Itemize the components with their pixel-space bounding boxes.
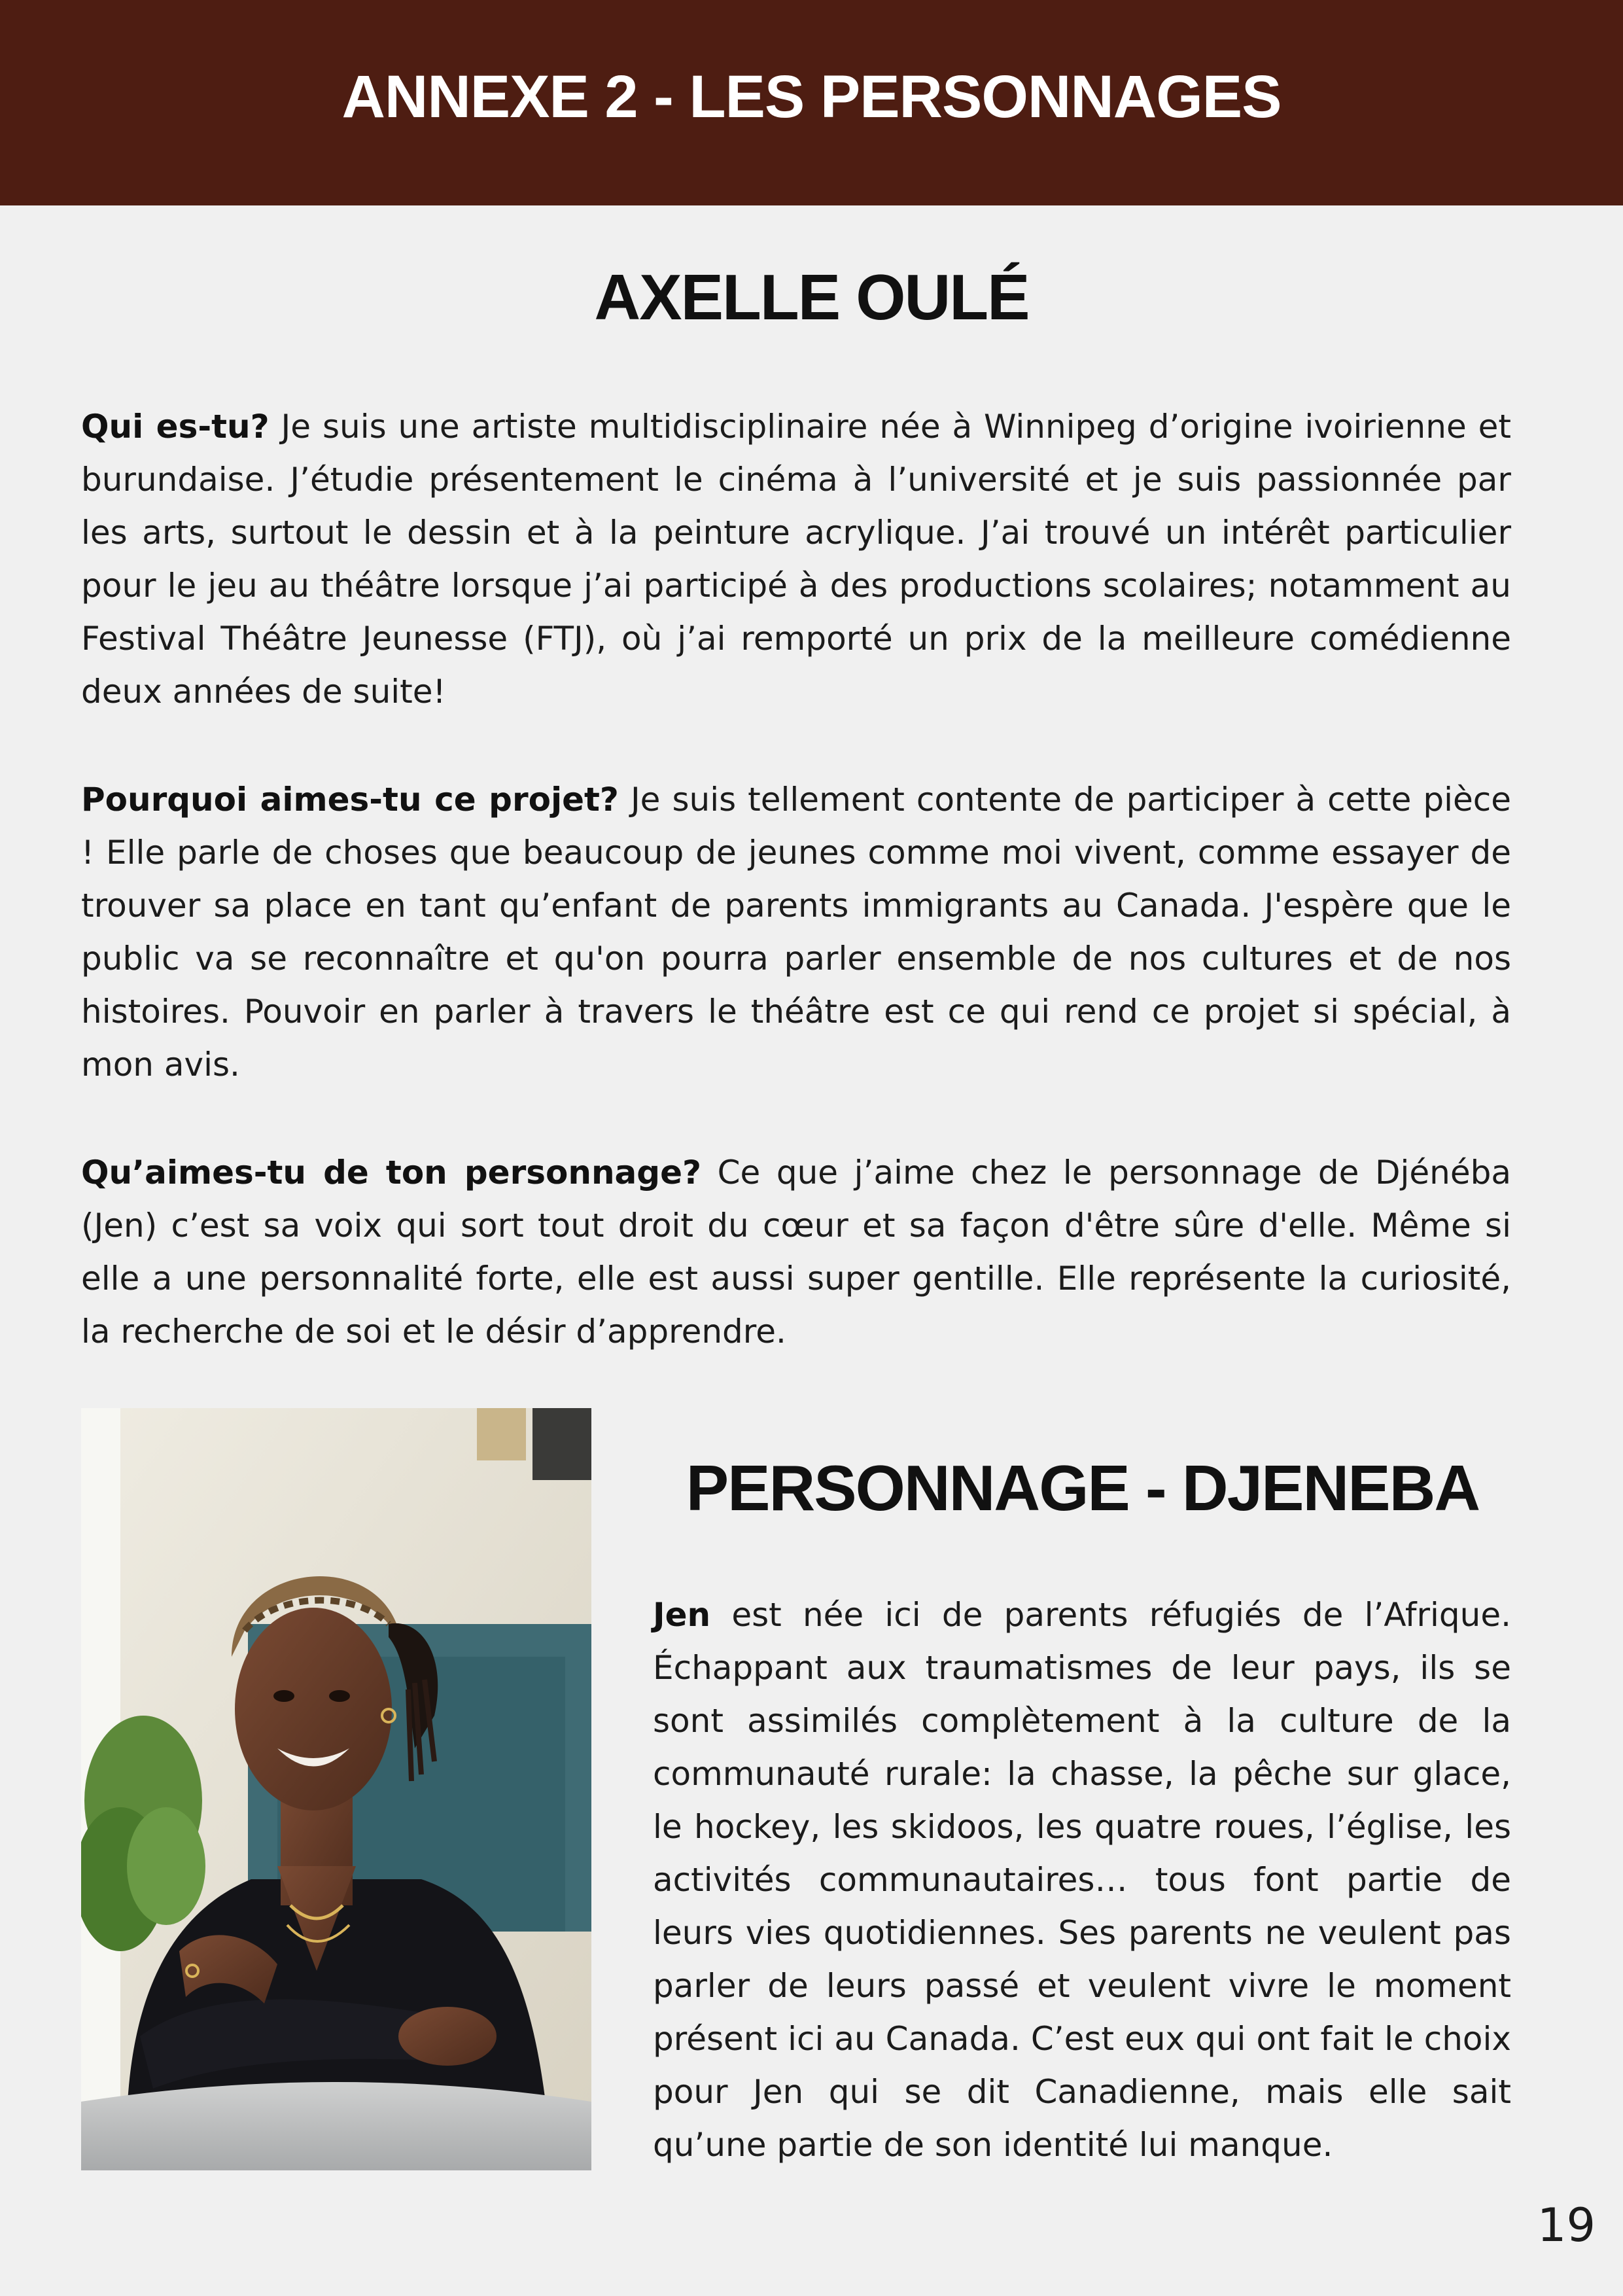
qa-answer: Je suis tellement contente de participer à cette pièce ! Elle parle de choses que beaucoup de jeunes comme moi vivent, comme essayer de trouver sa place en tant qu’enfant de parents immigrants au Canada. J'espère que le public va se reconnaître et qu'on pourra parler ensemble de nos cultures et de nos histoires. Pouvoir en parler à travers le théâtre est ce qui rend ce projet si spécial, à mon avis. xyxy=(81,781,1511,1084)
character-bio-text: est née ici de parents réfugiés de l’Afrique. Échappant aux traumatismes de leur pays, ils se sont assimilés complètement à la culture de la communauté rurale: la chasse, la pêche sur glace, le hockey, les skidoos, les quatre roues, l’église, les activités communautaires… tous font partie de leurs vies quotidiennes. Ses parents ne veulent pas parler de leurs passé et veulent vivre le moment présent ici au Canada. C’est eux qui ont fait le choix pour Jen qui se dit Canadienne, mais elle sait qu’une partie de son identité lui manque. xyxy=(653,1596,1511,2164)
qa-question: Pourquoi aimes-tu ce projet? xyxy=(81,781,619,819)
qa-paragraph-why-this-project xyxy=(81,773,1511,1091)
qa-question: Qui es-tu? xyxy=(81,408,270,446)
character-bio-name: Jen xyxy=(653,1596,711,1634)
qa-question: Qu’aimes-tu de ton personnage? xyxy=(81,1154,701,1192)
character-bio xyxy=(653,1589,1511,2172)
page-number: 19 xyxy=(1537,2199,1596,2252)
qa-paragraph-about-character xyxy=(81,1146,1511,1358)
actor-portrait-photo xyxy=(81,1408,591,2170)
actor-name-heading: AXELLE OULÉ xyxy=(594,261,1029,333)
page-header-title: ANNEXE 2 - LES PERSONNAGES xyxy=(341,63,1282,130)
qa-paragraph-who-are-you xyxy=(81,400,1511,718)
page-header-banner xyxy=(0,0,1623,205)
character-heading: PERSONNAGE - DJENEBA xyxy=(686,1452,1480,1524)
qa-answer: Je suis une artiste multidisciplinaire née à Winnipeg d’origine ivoirienne et burundaise. J’étudie présentement le cinéma à l’université et je suis passionnée par les arts, surtout le dessin et à la peinture acrylique. J’ai trouvé un intérêt particulier pour le jeu au théâtre lorsque j’ai participé à des productions scolaires; notamment au Festival Théâtre Jeunesse (FTJ), où j’ai remporté un prix de la meilleure comédienne deux années de suite! xyxy=(81,408,1511,711)
qa-answer: Ce que j’aime chez le personnage de Djénéba (Jen) c’est sa voix qui sort tout droit du cœur et sa façon d'être sûre d'elle. Même si elle a une personnalité forte, elle est aussi super gentille. Elle représente la curiosité, la recherche de soi et le désir d’apprendre. xyxy=(81,1154,1511,1351)
